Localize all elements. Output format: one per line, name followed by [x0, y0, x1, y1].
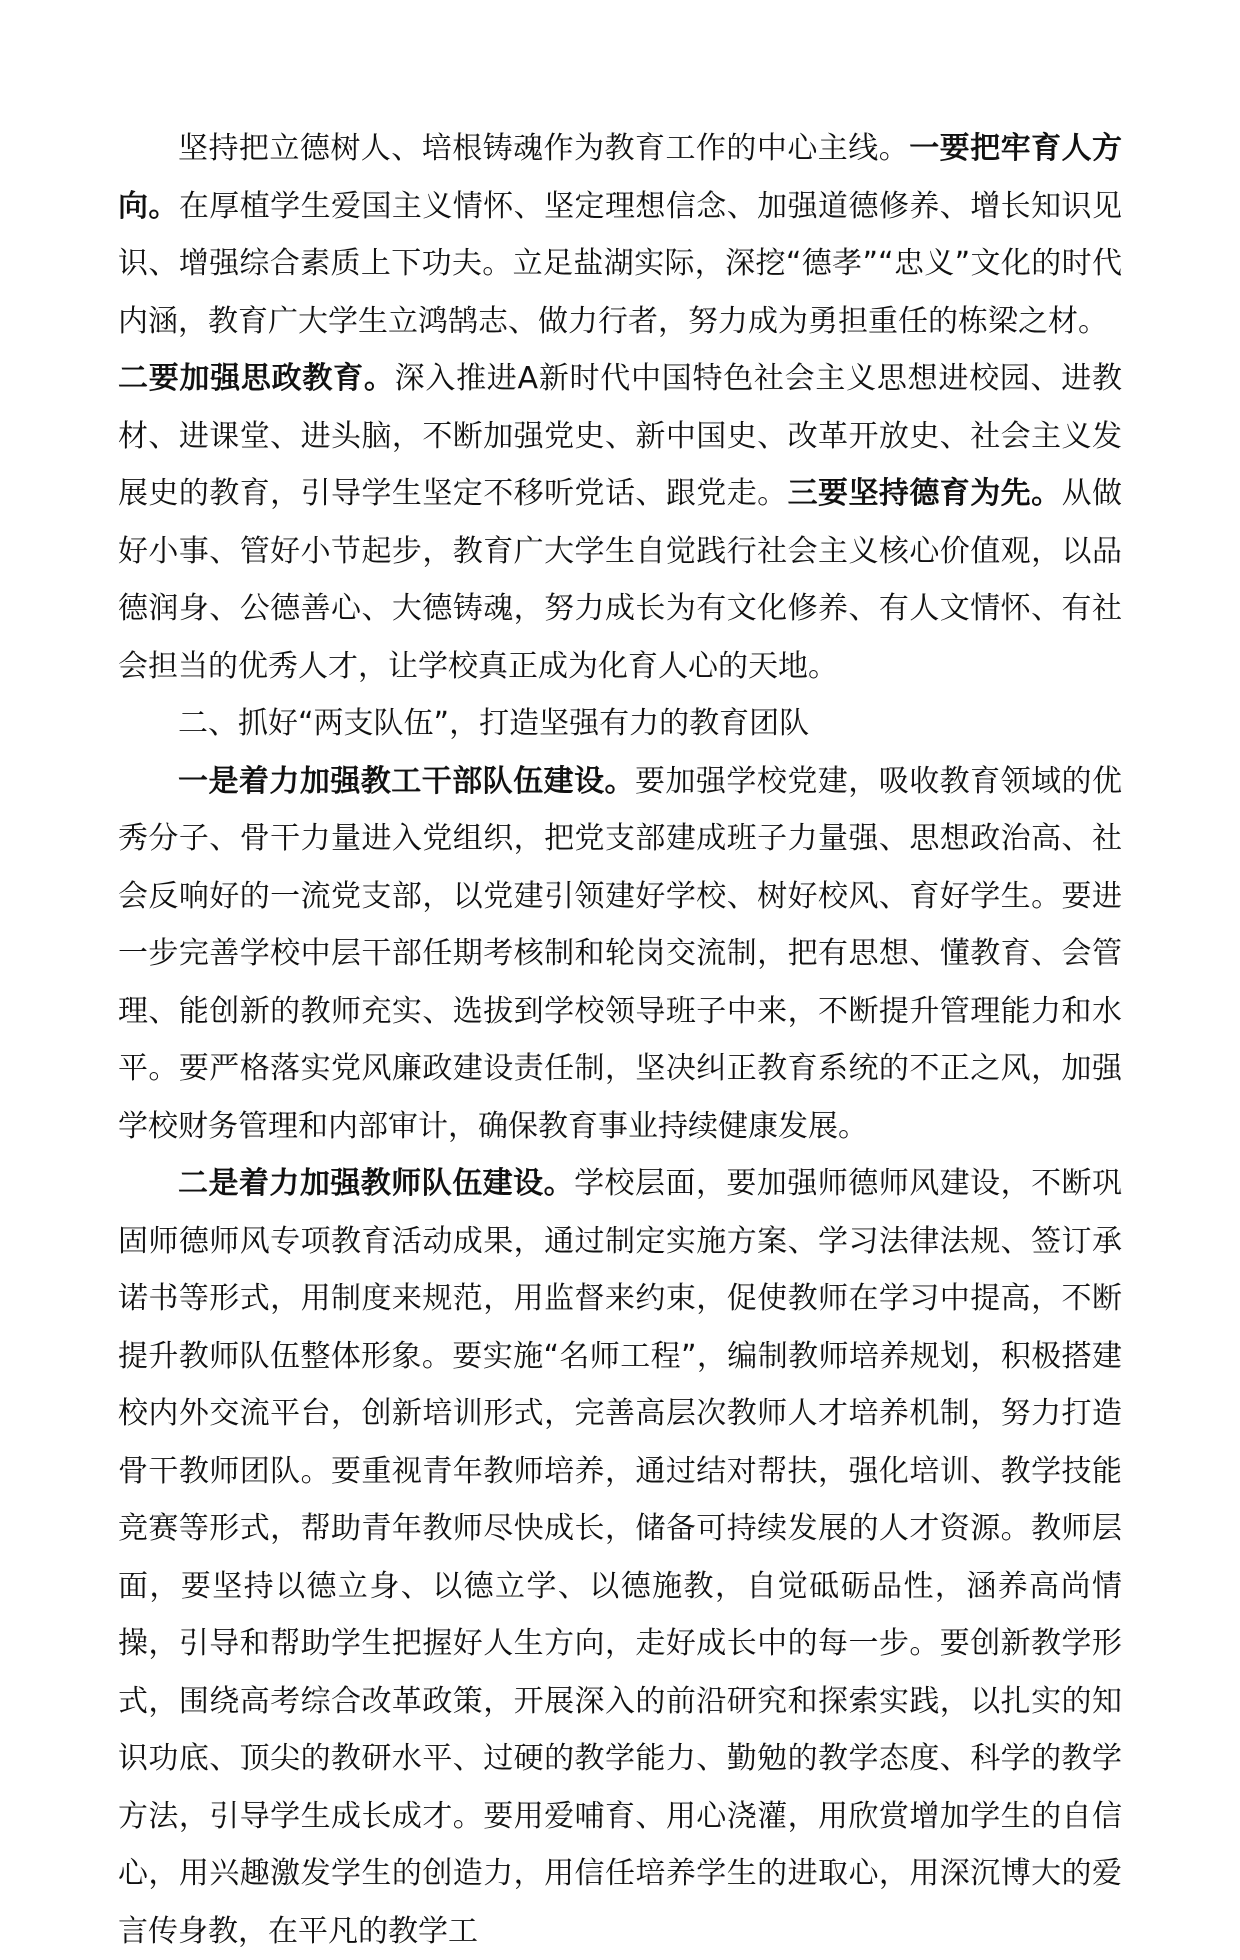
bold-heading-teacher: 二是着力加强教师队伍建设。 [178, 1166, 575, 1201]
paragraph-cadre-team [118, 753, 1122, 1156]
section-heading-text: 二、抓好“两支队伍”，打造坚强有力的教育团队 [178, 706, 810, 741]
bold-heading-ideology: 二要加强思政教育。 [118, 361, 395, 396]
paragraph-text: 从做好小事、管好小节起步，教育广大学生自觉践行社会主义核心价值观，以品德润身、公德善心、大德铸魂，努力成长为有文化修养、有人文情怀、有社会担当的优秀人才，让学校真正成为化育人心的天地。 [118, 476, 1122, 684]
paragraph-text: 学校层面，要加强师德师风建设，不断巩固师德师风专项教育活动成果，通过制定实施方案、学习法律法规、签订承诺书等形式，用制度来规范，用监督来约束，促使教师在学习中提高，不断提升教师队伍整体形象。要实施“名师工程”，编制教师培养规划，积极搭建校内外交流平台，创新培训形式，完善高层次教师人才培养机制，努力打造骨干教师团队。要重视青年教师培养，通过结对帮扶，强化培训、教学技能竞赛等形式，帮助青年教师尽快成长，储备可持续发展的人才资源。教师层面，要坚持以德立身、以德立学、以德施教，自觉砥砺品性，涵养高尚情操，引导和帮助学生把握好人生方向，走好成长中的每一步。要创新教学形式，围绕高考综合改革政策，开展深入的前沿研究和探索实践，以扎实的知识功底、顶尖的教研水平、过硬的教学能力、勤勉的教学态度、科学的教学方法，引导学生成长成才。要用爱哺育、用心浇灌，用欣赏增加学生的自信心，用兴趣激发学生的创造力，用信任培养学生的进取心，用深沉博大的爱言传身教，在平凡的教学工 [118, 1166, 1123, 1949]
paragraph-teacher-team [118, 1155, 1122, 1960]
document-page [118, 120, 1122, 1960]
paragraph-text: 坚持把立德树人、培根铸魂作为教育工作的中心主线。 [178, 131, 910, 166]
paragraph-text: 在厚植学生爱国主义情怀、坚定理想信念、加强道德修养、增长知识见识、增强综合素质上下功夫。立足盐湖实际，深挖“德孝”“忠义”文化的时代内涵，教育广大学生立鸿鹄志、做力行者，努力成为勇担重任的栋梁之材。 [118, 188, 1122, 339]
bold-heading-direction: 一要把牢育人方向。 [118, 131, 1123, 224]
bold-heading-cadre: 一是着力加强教工干部队伍建设。 [178, 763, 635, 799]
paragraph-text: 要加强学校党建，吸收教育领域的优秀分子、骨干力量进入党组织，把党支部建成班子力量强、思想政治高、社会反响好的一流党支部，以党建引领建好学校、树好校风、育好学生。要进一步完善学校中层干部任期考核制和轮岗交流制，把有思想、懂教育、会管理、能创新的教师充实、选拔到学校领导班子中来，不断提升管理能力和水平。要严格落实党风廉政建设责任制，坚决纠正教育系统的不正之风，加强学校财务管理和内部审计，确保教育事业持续健康发展。 [118, 763, 1122, 1144]
paragraph-text: 深入推进A新时代中国特色社会主义思想进校园、进教材、进课堂、进头脑，不断加强党史、新中国史、改革开放史、社会主义发展史的教育，引导学生坚定不移听党话、跟党走。 [118, 361, 1122, 511]
section-heading-two-teams [118, 695, 1122, 753]
paragraph-moral-education [118, 120, 1122, 350]
bold-heading-moral-first: 三要坚持德育为先。 [787, 476, 1062, 511]
paragraph-ideology-education [118, 350, 1122, 695]
